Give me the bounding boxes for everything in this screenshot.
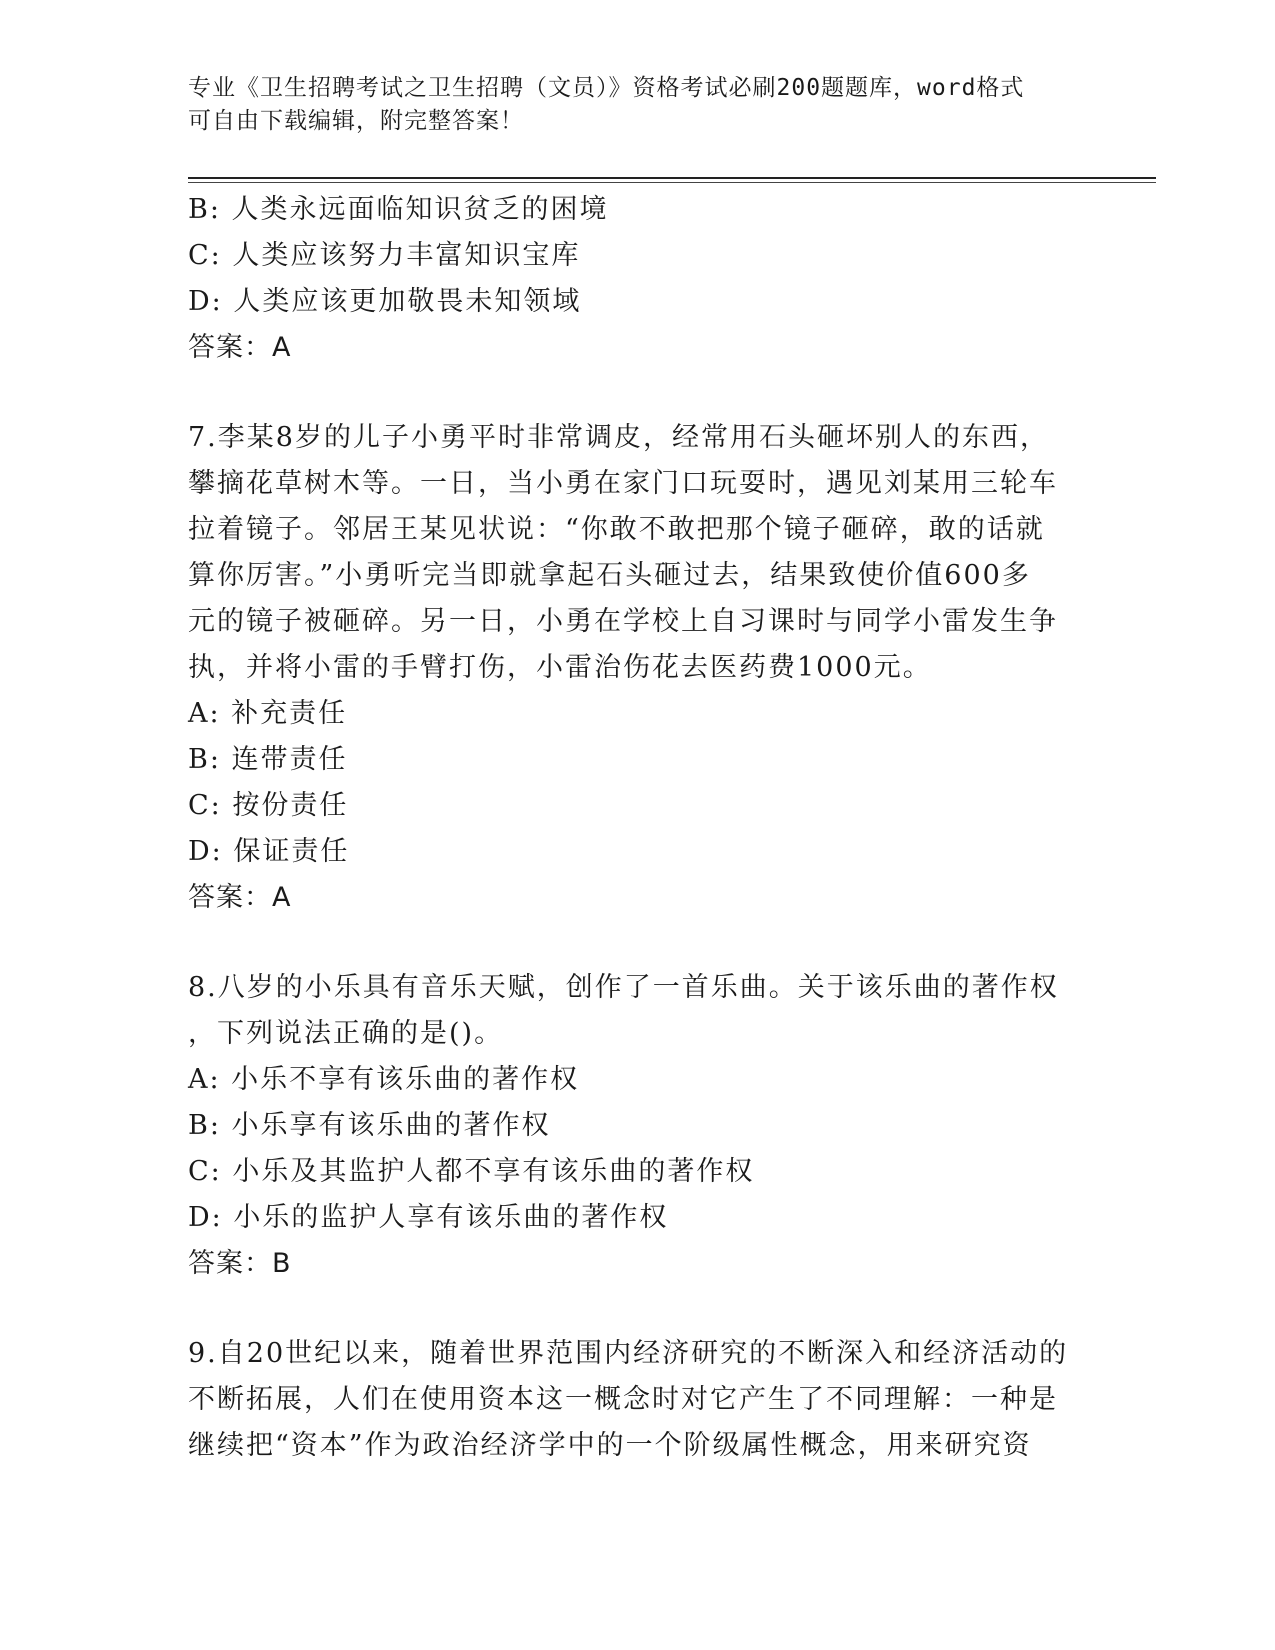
option-c: C: 按份责任 (188, 790, 349, 821)
question-stem-line: 9.自20世纪以来，随着世界范围内经济研究的不断深入和经济活动的 (188, 1338, 1069, 1369)
question-6 (188, 187, 1088, 371)
question-stem-line: 执，并将小雷的手臂打伤，小雷治伤花去医药费1000元。 (188, 652, 932, 683)
answer-line: 答案：B (188, 1248, 292, 1279)
option-d: D: 保证责任 (188, 836, 350, 867)
document-header (188, 72, 1088, 138)
option-a: A: 小乐不享有该乐曲的著作权 (188, 1064, 580, 1095)
answer-line: 答案：A (188, 332, 292, 363)
question-stem-line: 攀摘花草树木等。一日，当小勇在家门口玩耍时，遇见刘某用三轮车 (188, 468, 1058, 499)
header-line-1: 专业《卫生招聘考试之卫生招聘（文员）》资格考试必刷200题题库，word格式 (188, 75, 1025, 101)
question-stem-line: 算你厉害。”小勇听完当即就拿起石头砸过去，结果致使价值600多 (188, 560, 1031, 591)
spacer (188, 1287, 1088, 1331)
header-line-2: 可自由下载编辑，附完整答案！ (188, 108, 524, 134)
answer-line: 答案：A (188, 882, 292, 913)
question-9 (188, 1331, 1088, 1469)
header-divider-thick (188, 177, 1156, 179)
option-c: C: 人类应该努力丰富知识宝库 (188, 240, 581, 271)
header-divider-thin (188, 182, 1156, 183)
question-stem-line: ，下列说法正确的是()。 (188, 1018, 504, 1049)
question-stem-line: 8.八岁的小乐具有音乐天赋，创作了一首乐曲。关于该乐曲的著作权 (188, 972, 1059, 1003)
question-stem-line: 继续把“资本”作为政治经济学中的一个阶级属性概念，用来研究资 (188, 1430, 1032, 1461)
option-d: D: 小乐的监护人享有该乐曲的著作权 (188, 1202, 669, 1233)
option-b: B: 连带责任 (188, 744, 348, 775)
spacer (188, 371, 1088, 415)
option-d: D: 人类应该更加敬畏未知领域 (188, 286, 582, 317)
question-list (188, 187, 1088, 1469)
question-8 (188, 965, 1088, 1287)
option-b: B: 小乐享有该乐曲的著作权 (188, 1110, 551, 1141)
question-stem-line: 不断拓展，人们在使用资本这一概念时对它产生了不同理解：一种是 (188, 1384, 1058, 1415)
question-stem-line: 元的镜子被砸碎。另一日，小勇在学校上自习课时与同学小雷发生争 (188, 606, 1058, 637)
spacer (188, 921, 1088, 965)
option-b: B: 人类永远面临知识贫乏的困境 (188, 194, 609, 225)
question-7 (188, 415, 1088, 921)
question-stem-line: 7.李某8岁的儿子小勇平时非常调皮，经常用石头砸坏别人的东西， (188, 422, 1049, 453)
option-a: A: 补充责任 (188, 698, 348, 729)
question-stem-line: 拉着镜子。邻居王某见状说：“你敢不敢把那个镜子砸碎，敢的话就 (188, 514, 1045, 545)
option-c: C: 小乐及其监护人都不享有该乐曲的著作权 (188, 1156, 755, 1187)
